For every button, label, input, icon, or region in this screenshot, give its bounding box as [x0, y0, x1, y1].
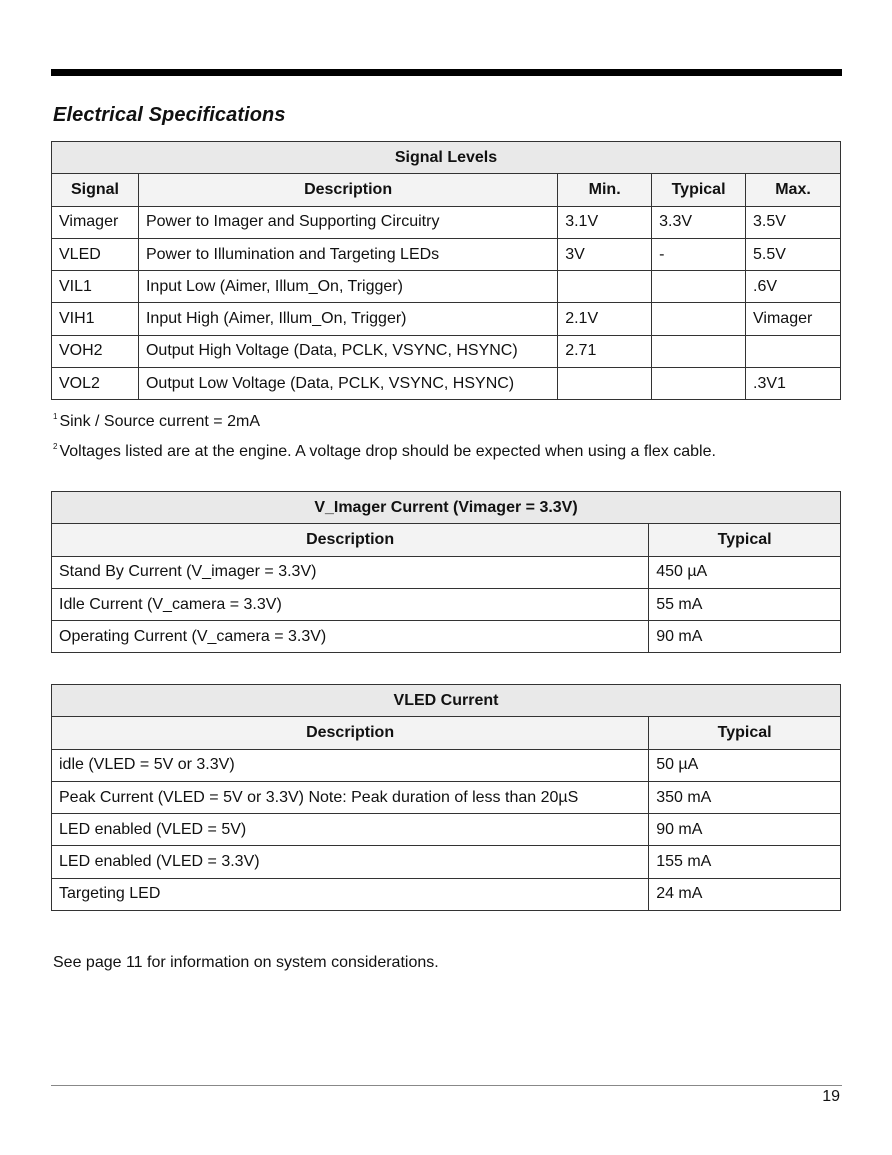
typical-cell — [652, 271, 746, 303]
column-header-max: Max. — [746, 174, 841, 206]
description-cell: Input High (Aimer, Illum_On, Trigger) — [138, 303, 557, 335]
column-header-typical: Typical — [649, 717, 841, 749]
top-rule — [51, 69, 842, 76]
page-number: 19 — [822, 1088, 840, 1105]
typical-cell: 155 mA — [649, 846, 841, 878]
column-header-min: Min. — [558, 174, 652, 206]
column-header-typical: Typical — [649, 524, 841, 556]
table-row — [52, 878, 841, 910]
table-row — [52, 781, 841, 813]
column-header-typical: Typical — [652, 174, 746, 206]
description-cell: LED enabled (VLED = 5V) — [52, 814, 649, 846]
min-cell: 3V — [558, 238, 652, 270]
description-cell: Targeting LED — [52, 878, 649, 910]
max-cell: .6V — [746, 271, 841, 303]
imager-current-title: V_Imager Current (Vimager = 3.3V) — [52, 492, 841, 524]
description-cell: Idle Current (V_camera = 3.3V) — [52, 588, 649, 620]
vled-current-title: VLED Current — [52, 685, 841, 717]
typical-cell — [652, 335, 746, 367]
max-cell: Vimager — [746, 303, 841, 335]
table-row — [52, 335, 841, 367]
footnote-mark: 1 — [53, 412, 58, 421]
table-row — [52, 368, 841, 400]
footnote-text: Sink / Source current = 2mA — [59, 413, 260, 430]
column-header-signal: Signal — [52, 174, 139, 206]
footnote-2 — [53, 443, 716, 461]
vled-current-table — [51, 684, 841, 911]
typical-cell: 3.3V — [652, 206, 746, 238]
typical-cell: 450 µA — [649, 556, 841, 588]
typical-cell: 90 mA — [649, 814, 841, 846]
signal-cell: VOH2 — [52, 335, 139, 367]
typical-cell — [652, 368, 746, 400]
max-cell: .3V1 — [746, 368, 841, 400]
description-cell: Input Low (Aimer, Illum_On, Trigger) — [138, 271, 557, 303]
table-row — [52, 271, 841, 303]
max-cell — [746, 335, 841, 367]
bottom-rule — [51, 1085, 842, 1086]
signal-cell: VIH1 — [52, 303, 139, 335]
min-cell — [558, 271, 652, 303]
description-cell: Output Low Voltage (Data, PCLK, VSYNC, HSYNC) — [138, 368, 557, 400]
signal-cell: VOL2 — [52, 368, 139, 400]
table-row — [52, 749, 841, 781]
description-cell: idle (VLED = 5V or 3.3V) — [52, 749, 649, 781]
typical-cell: 50 µA — [649, 749, 841, 781]
signal-cell: VIL1 — [52, 271, 139, 303]
min-cell: 2.71 — [558, 335, 652, 367]
signal-cell: VLED — [52, 238, 139, 270]
imager-current-table — [51, 491, 841, 653]
footnote-mark: 2 — [53, 442, 58, 451]
table-row — [52, 206, 841, 238]
description-cell: Output High Voltage (Data, PCLK, VSYNC, HSYNC) — [138, 335, 557, 367]
column-header-description: Description — [52, 717, 649, 749]
min-cell: 3.1V — [558, 206, 652, 238]
min-cell — [558, 368, 652, 400]
table-row — [52, 588, 841, 620]
footnote-text: Voltages listed are at the engine. A voltage drop should be expected when using a flex cable. — [59, 443, 716, 460]
description-cell: Peak Current (VLED = 5V or 3.3V) Note: Peak duration of less than 20µS — [52, 781, 649, 813]
max-cell: 5.5V — [746, 238, 841, 270]
min-cell: 2.1V — [558, 303, 652, 335]
description-cell: Power to Illumination and Targeting LEDs — [138, 238, 557, 270]
column-header-description: Description — [138, 174, 557, 206]
table-row — [52, 303, 841, 335]
signal-cell: Vimager — [52, 206, 139, 238]
signal-levels-title: Signal Levels — [52, 142, 841, 174]
footnote-1 — [53, 413, 260, 431]
system-considerations-note: See page 11 for information on system considerations. — [53, 954, 439, 971]
table-row — [52, 621, 841, 653]
typical-cell: 90 mA — [649, 621, 841, 653]
description-cell: LED enabled (VLED = 3.3V) — [52, 846, 649, 878]
column-header-description: Description — [52, 524, 649, 556]
signal-levels-table — [51, 141, 841, 400]
table-row — [52, 556, 841, 588]
typical-cell: 350 mA — [649, 781, 841, 813]
page-heading: Electrical Specifications — [53, 104, 286, 126]
typical-cell: - — [652, 238, 746, 270]
table-row — [52, 846, 841, 878]
description-cell: Operating Current (V_camera = 3.3V) — [52, 621, 649, 653]
typical-cell: 55 mA — [649, 588, 841, 620]
typical-cell: 24 mA — [649, 878, 841, 910]
typical-cell — [652, 303, 746, 335]
description-cell: Power to Imager and Supporting Circuitry — [138, 206, 557, 238]
max-cell: 3.5V — [746, 206, 841, 238]
description-cell: Stand By Current (V_imager = 3.3V) — [52, 556, 649, 588]
table-row — [52, 814, 841, 846]
table-row — [52, 238, 841, 270]
